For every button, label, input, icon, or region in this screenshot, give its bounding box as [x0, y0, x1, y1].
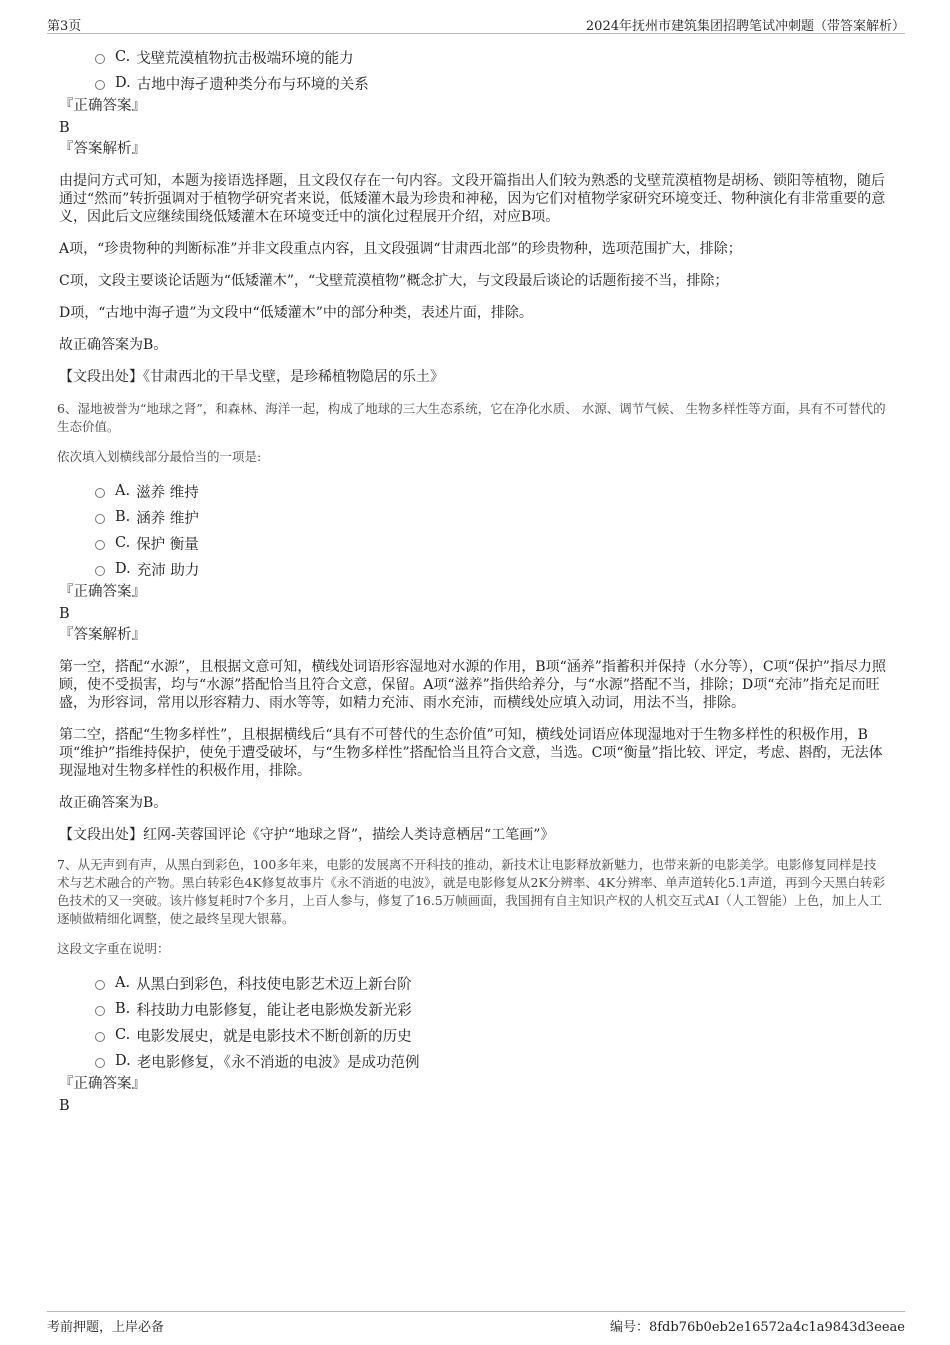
option-c[interactable]: C. 电影发展史，就是电影技术不断创新的历史 [95, 1022, 887, 1048]
answer-value: B [59, 1098, 70, 1114]
question-7-prompt: 这段文字重在说明： [57, 941, 170, 956]
analysis-paragraph: 第二空，搭配“生物多样性”，且根据横线后“具有不可替代的生态价值”可知，横线处词语应体现湿地对于生物多样性的积极作用，B项“维护”指维持保护，使免于遭受破坏，与“生物多样性”搭配恰当且符合文意，当选。C项“衡量”指比较、评定，考虑、斟酌，无法体现湿地对生物多样性的积极作用，排除。 [59, 727, 883, 779]
analysis-paragraph: A项，“珍贵物种的判断标准”并非文段重点内容，且文段强调“甘肃西北部”的珍贵物种，选项范围扩大，排除； [59, 241, 742, 257]
question-5-options [57, 44, 887, 96]
analysis-label: 『答案解析』 [59, 141, 146, 157]
source-citation: 【文段出处】《甘肃西北的干旱戈壁，是珍稀植物隐居的乐土》 [59, 369, 444, 385]
footer-slogan: 考前押题，上岸必备 [47, 1320, 165, 1335]
radio-icon[interactable] [95, 80, 105, 90]
answer-value: B [59, 606, 70, 622]
option-a[interactable]: A. 滋养 维持 [95, 478, 887, 504]
question-6-options [57, 478, 887, 582]
radio-icon[interactable] [95, 1058, 105, 1068]
option-d[interactable]: D. 老电影修复，《永不消逝的电波》是成功范例 [95, 1048, 887, 1074]
answer-label: 『正确答案』 [59, 1076, 146, 1092]
option-d[interactable]: D. 充沛 助力 [95, 556, 887, 582]
option-b[interactable]: B. 涵养 维护 [95, 504, 887, 530]
radio-icon[interactable] [95, 1032, 105, 1042]
radio-icon[interactable] [95, 980, 105, 990]
answer-label: 『正确答案』 [59, 98, 146, 114]
document-code: 编号：8fdb76b0eb2e16572a4c1a9843d3eeae [609, 1320, 905, 1335]
analysis-conclusion: 故正确答案为B。 [59, 337, 168, 353]
question-7-text: 7、从无声到有声，从黑白到彩色，100多年来，电影的发展离不开科技的推动，新技术让电影释放新魅力，也带来新的电影美学。电影修复同样是技术与艺术融合的产物。黑白转彩色4K修复故事片《永不消逝的电波》，就是电影修复从2K分辨率、4K分辨率、单声道转化5.1声道，再到今天黑白转彩色技术的又一突破。该片修复耗时7个多月，上百人参与，修复了16.5万帧画面，我国拥有自主知识产权的人机交互式AI（人工智能）上色，加上人工逐帧做精细化调整，使之最终呈现大银幕。 [57, 857, 886, 926]
radio-icon[interactable] [95, 566, 105, 576]
radio-icon[interactable] [95, 1006, 105, 1016]
analysis-paragraph: C项，文段主要谈论话题为“低矮灌木”，“戈壁荒漠植物”概念扩大，与文段最后谈论的话题衔接不当，排除； [59, 273, 729, 289]
question-7-options [57, 970, 887, 1074]
radio-icon[interactable] [95, 54, 105, 64]
page-footer [47, 1311, 905, 1334]
page-number: 第3页 [47, 19, 82, 34]
answer-value: B [59, 120, 70, 136]
option-a[interactable]: A. 从黑白到彩色，科技使电影艺术迈上新台阶 [95, 970, 887, 996]
radio-icon[interactable] [95, 540, 105, 550]
question-6-prompt: 依次填入划横线部分最恰当的一项是: [57, 449, 262, 464]
option-b[interactable]: B. 科技助力电影修复，能让老电影焕发新光彩 [95, 996, 887, 1022]
radio-icon[interactable] [95, 488, 105, 498]
page-header [47, 13, 905, 34]
analysis-paragraph: D项，“古地中海孑遗”为文段中“低矮灌木”中的部分种类，表述片面，排除。 [59, 305, 533, 321]
document-body [57, 44, 887, 1117]
answer-label: 『正确答案』 [59, 584, 146, 600]
option-d[interactable]: D. 古地中海孑遗种类分布与环境的关系 [95, 70, 887, 96]
option-c[interactable]: C. 保护 衡量 [95, 530, 887, 556]
question-6-text: 6、湿地被誉为“地球之肾”，和森林、海洋一起，构成了地球的三大生态系统，它在净化水质、 水源、调节气候、 生物多样性等方面，具有不可替代的生态价值。 [57, 401, 886, 434]
source-citation: 【文段出处】红网-芙蓉国评论《守护“地球之肾”，描绘人类诗意栖居“工笔画”》 [59, 827, 555, 843]
document-title: 2024年抚州市建筑集团招聘笔试冲刺题（带答案解析） [585, 19, 905, 34]
analysis-paragraph: 由提问方式可知，本题为接语选择题，且文段仅存在一句内容。文段开篇指出人们较为熟悉的戈壁荒漠植物是胡杨、锁阳等植物，随后通过“然而”转折强调对于植物学研究者来说，低矮灌木最为珍贵和神秘，因为它们对植物学家研究环境变迁、物种演化有非常重要的意义，因此后文应继续围绕低矮灌木在环境变迁中的演化过程展开介绍，对应B项。 [59, 173, 886, 225]
radio-icon[interactable] [95, 514, 105, 524]
analysis-paragraph: 第一空，搭配“水源”，且根据文意可知，横线处词语形容湿地对水源的作用，B项“涵养”指蓄积并保持（水分等），C项“保护”指尽力照顾，使不受损害，均与“水源”搭配恰当且符合文意，保留。A项“滋养”指供给养分，与“水源”搭配不当，排除；D项“充沛”指充足而旺盛，为形容词，常用以形容精力、雨水等等，如精力充沛、雨水充沛，而横线处应填入动词，用法不当，排除。 [59, 659, 886, 711]
option-c[interactable]: C. 戈壁荒漠植物抗击极端环境的能力 [95, 44, 887, 70]
analysis-label: 『答案解析』 [59, 627, 146, 643]
analysis-conclusion: 故正确答案为B。 [59, 795, 168, 811]
